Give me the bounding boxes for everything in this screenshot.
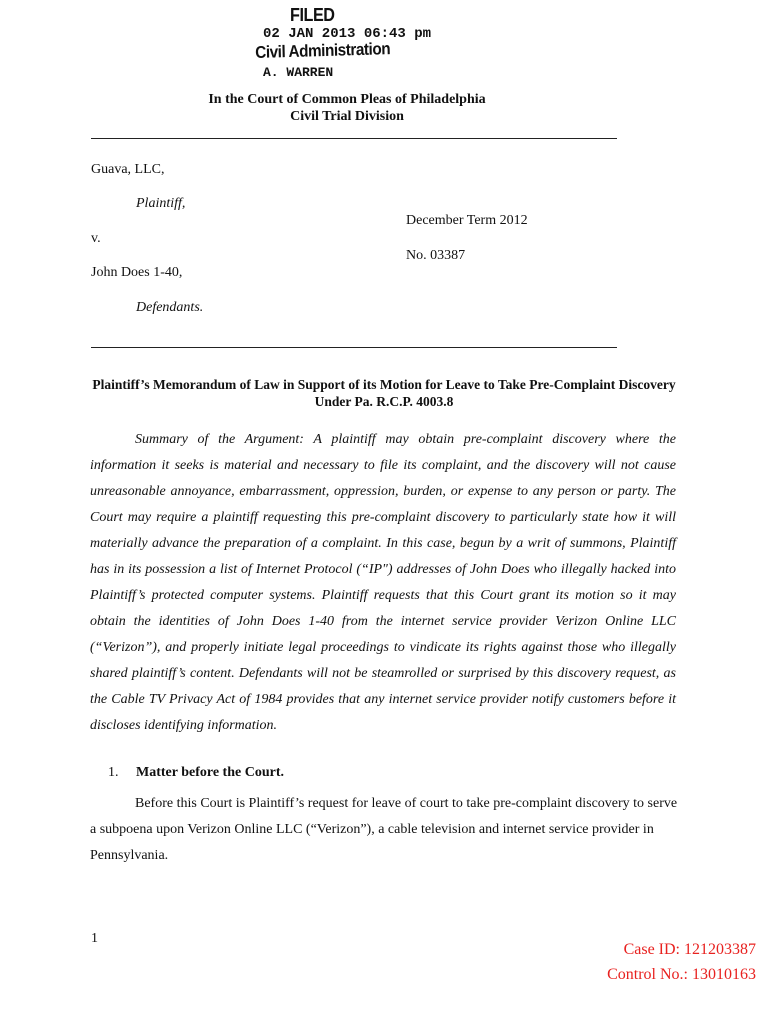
control-number-stamp: Control No.: 13010163 [607, 966, 756, 983]
court-header [0, 91, 768, 125]
section-number: 1. [108, 765, 119, 780]
section-body: Before this Court is Plaintiff’s request for leave of court to take pre-complaint discovery to serve a subpoena upon Verizon Online LLC (“Verizon”), a cable television and internet service provider in Pennsylvania. [90, 796, 678, 863]
summary-of-argument: Summary of the Argument: A plaintiff may obtain pre-complaint discovery where the information it seeks is material and necessary to file its complaint, and the discovery will not cause unreasonable annoyance, embarrassment, oppression, burden, or expense to any person or party. The Court may require a plaintiff requesting this pre-complaint discovery to particularly state how it will materially advance the preparation of a complaint. In this case, begun by a writ of summons, Plaintiff has in its possession a list of Internet Protocol (“IP") addresses of John Does who illegally hacked into Plaintiff’s protected computer systems. Plaintiff requests that this Court grant its motion so it may obtain the identities of John Does 1-40 from the internet service provider Verizon Online LLC (“Verizon”), and properly initiate legal proceedings to vindicate its rights against those who illegally shared plaintiff’s content. Defendants will not be steamrolled or surprised by this discovery request, as the Cable TV Privacy Act of 1984 provides that any internet service provider notify customers before it discloses identifying information. [90, 432, 676, 733]
case-id-stamp: Case ID: 121203387 [623, 941, 756, 958]
filed-stamp-office: Civil Administration [255, 39, 391, 62]
case-number: No. 03387 [406, 248, 466, 263]
court-name: In the Court of Common Pleas of Philadelphia [208, 92, 486, 107]
memorandum-title: Plaintiff’s Memorandum of Law in Support of its Motion for Leave to Take Pre-Complaint Discovery Under Pa. R.C.P. 4003.8 [92, 377, 676, 409]
filed-stamp-clerk: A. WARREN [263, 65, 334, 80]
defendant-role: Defendants. [136, 300, 204, 315]
page-number: 1 [91, 931, 98, 946]
section-title: Matter before the Court. [136, 765, 284, 780]
court-division: Civil Trial Division [290, 109, 404, 124]
filed-stamp-label: FILED [290, 5, 335, 25]
versus-label: v. [91, 231, 101, 246]
caption-bottom-rule [91, 347, 617, 348]
section-heading [108, 764, 284, 782]
plaintiff-name: Guava, LLC, [91, 162, 165, 177]
plaintiff-role: Plaintiff, [136, 196, 186, 211]
defendant-name: John Does 1-40, [91, 265, 183, 280]
filed-stamp-datetime: 02 JAN 2013 06:43 pm [263, 26, 432, 42]
caption-top-rule [91, 138, 617, 139]
case-term: December Term 2012 [406, 213, 528, 228]
